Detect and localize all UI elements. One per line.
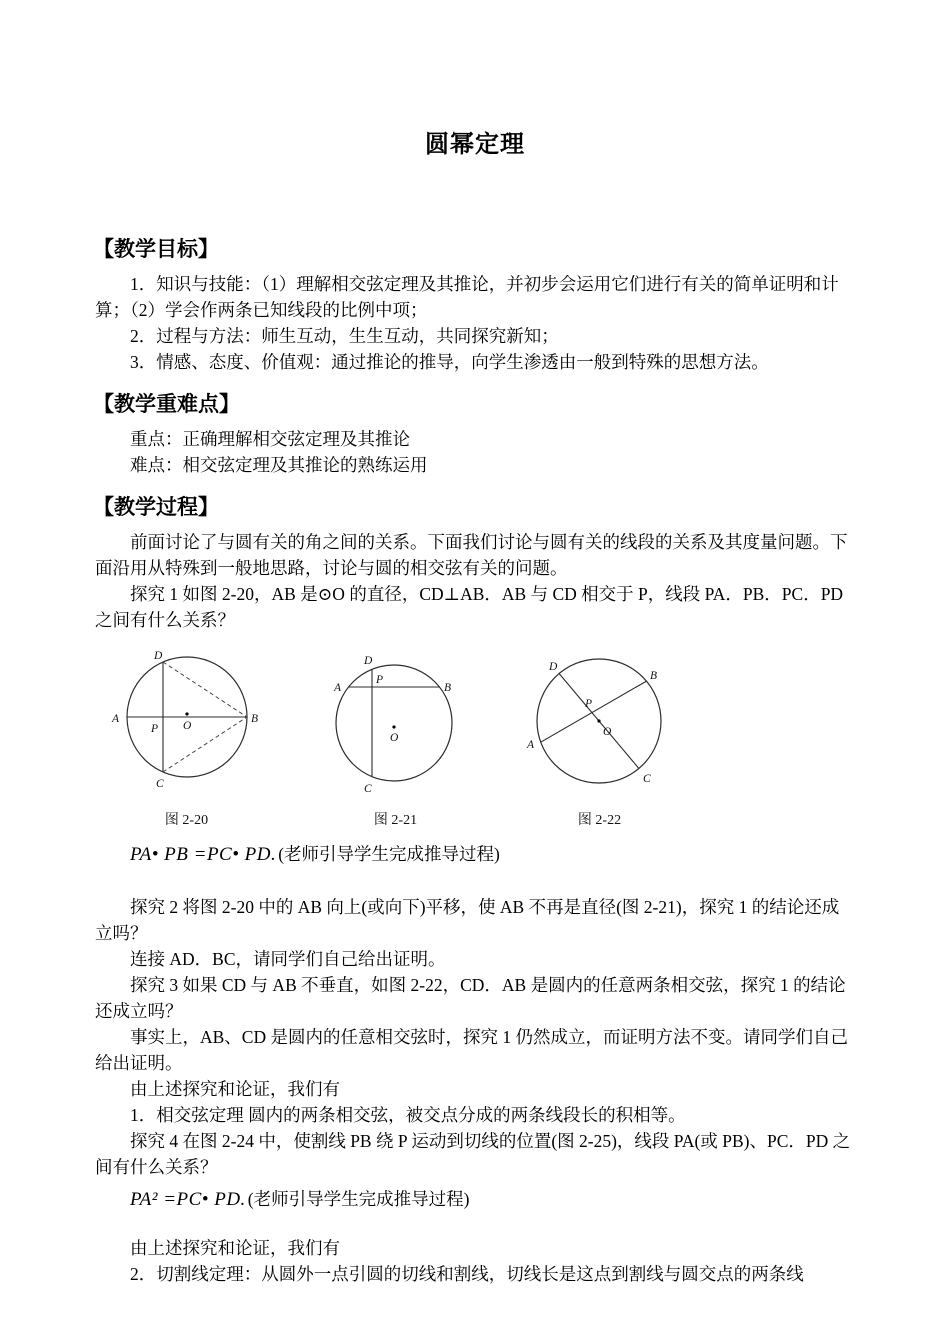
objective-item-2: 2．过程与方法：师生互动，生生互动，共同探究新知； <box>130 326 559 346</box>
center-dot <box>392 725 395 728</box>
formula-secant-tangent <box>95 1186 855 1213</box>
section-header-objectives: 【教学目标】 <box>93 237 219 261</box>
fig1-label-O: O <box>183 720 192 732</box>
fig1-label-A: A <box>112 713 120 725</box>
fig3-label-O: O <box>603 726 612 738</box>
formula-1-note: (老师引导学生完成推导过程) <box>278 844 500 864</box>
objective-item-3: 3．情感、态度、价值观：通过推论的推导，向学生渗透由一般到特殊的思想方法。 <box>130 352 769 372</box>
fig-2-22-caption: 图 2-22 <box>577 813 622 828</box>
inquiry-1: 探究 1 如图 2-20，AB 是⊙O 的直径，CD⊥AB．AB 与 CD 相交于 P，线段 PA．PB．PC．PD 之间有什么关系？ <box>95 584 844 630</box>
section-header-keypoints: 【教学重难点】 <box>93 392 240 416</box>
connect-instruction: 连接 AD．BC，请同学们自己给出证明。 <box>130 949 446 969</box>
fig3-label-C: C <box>643 773 651 785</box>
theorem-secant-tangent: 2．切割线定理：从圆外一点引圆的切线和割线，切线长是这点到割线与圆交点的两条线 <box>130 1264 804 1284</box>
fig2-label-D: D <box>364 655 373 667</box>
figure-2-21 <box>318 643 473 829</box>
fig2-label-P: P <box>376 674 384 686</box>
fig3-label-A: A <box>527 739 535 751</box>
fig1-label-B: B <box>251 713 259 725</box>
chord-AB <box>541 681 647 742</box>
conclusion-lead-2: 由上述探究和论证，我们有 <box>130 1238 340 1258</box>
fig-2-20-diagram <box>99 643 274 801</box>
formula-2-note: (老师引导学生完成推导过程) <box>247 1189 470 1209</box>
fig3-label-B: B <box>650 670 658 682</box>
dashed-DB <box>163 662 247 717</box>
fig1-label-P: P <box>151 723 159 735</box>
center-dot <box>597 719 600 722</box>
fig-2-21-caption: 图 2-21 <box>373 813 418 828</box>
conclusion-lead-1: 由上述探究和论证，我们有 <box>130 1079 340 1099</box>
keypoint-difficulty: 难点：相交弦定理及其推论的熟练运用 <box>130 455 428 475</box>
inquiry-3: 探究 3 如果 CD 与 AB 不垂直，如图 2-22，CD．AB 是圆内的任意两条相交弦，探究 1 的结论还成立吗？ <box>95 975 846 1021</box>
fig1-label-C: C <box>156 778 164 790</box>
formula-1-expression: PA• PB =PC• PD. <box>130 844 277 865</box>
process-intro: 前面讨论了与圆有关的角之间的关系。下面我们讨论与圆有关的线段的关系及其度量问题。下面沿用从特殊到一般地思路，讨论与圆的相交弦有关的问题。 <box>95 532 848 578</box>
fig2-label-C: C <box>364 783 372 795</box>
circle-outline <box>336 665 452 781</box>
fig3-label-D: D <box>549 661 558 673</box>
inquiry-2: 探究 2 将图 2-20 中的 AB 向上(或向下)平移，使 AB 不再是直径(图 2-21)，探究 1 的结论还成立吗？ <box>95 897 840 943</box>
formula-intersecting-chords <box>95 841 855 868</box>
fig-2-20-caption: 图 2-20 <box>164 813 209 828</box>
dashed-CB <box>163 717 247 772</box>
formula-2-expression: PA² =PC• PD. <box>130 1189 246 1210</box>
fig2-label-B: B <box>444 682 452 694</box>
inquiry-4: 探究 4 在图 2-24 中，使割线 PB 绕 P 运动到切线的位置(图 2-25)，线段 PA(或 PB)、PC．PD 之间有什么关系？ <box>95 1131 851 1177</box>
fig-2-21-diagram <box>318 643 473 801</box>
fig2-label-A: A <box>334 682 342 694</box>
center-dot <box>185 712 188 715</box>
figure-row <box>99 643 855 829</box>
fig1-label-D: D <box>154 650 163 662</box>
fact-paragraph: 事实上，AB、CD 是圆内的任意相交弦时，探究 1 仍然成立，而证明方法不变。请同学们自己给出证明。 <box>95 1027 848 1073</box>
keypoint-focus: 重点：正确理解相交弦定理及其推论 <box>130 429 410 449</box>
fig-2-22-diagram <box>517 643 682 801</box>
fig3-label-P: P <box>585 698 593 710</box>
doc-title: 圆幂定理 <box>425 132 525 158</box>
figure-2-22 <box>517 643 682 829</box>
fig2-label-O: O <box>390 732 399 744</box>
section-header-process: 【教学过程】 <box>93 495 219 519</box>
theorem-intersecting-chords: 1．相交弦定理 圆内的两条相交弦，被交点分成的两条线段长的积相等。 <box>130 1105 686 1125</box>
figure-2-20 <box>99 643 274 829</box>
objective-item-1: 1．知识与技能：（1）理解相交弦定理及其推论，并初步会运用它们进行有关的简单证明和计算；（2）学会作两条已知线段的比例中项； <box>95 274 839 320</box>
